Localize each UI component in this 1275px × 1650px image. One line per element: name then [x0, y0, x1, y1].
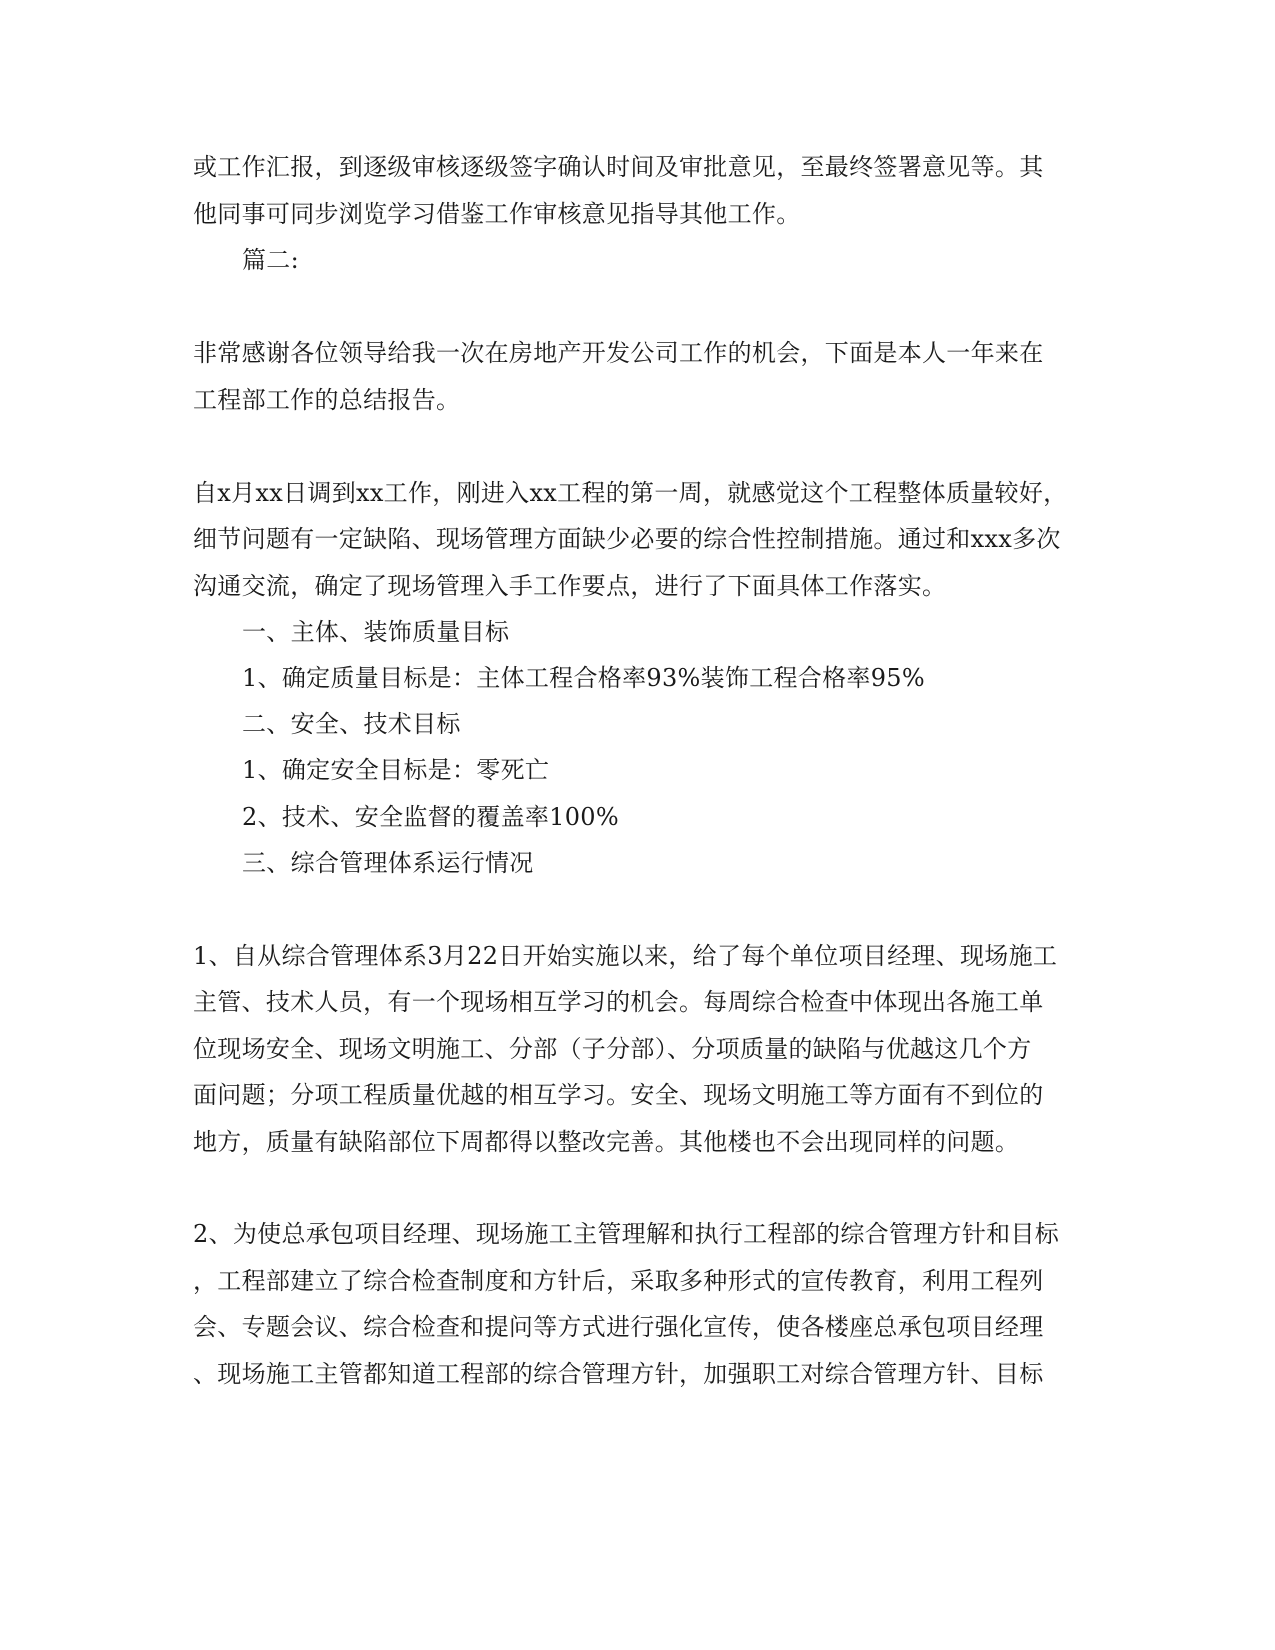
list-heading: 一、主体、装饰质量目标: [242, 618, 510, 646]
section-heading: 篇二:: [242, 246, 299, 274]
paragraph-line: 会、专题会议、综合检查和提问等方式进行强化宣传，使各楼座总承包项目经理: [193, 1313, 1044, 1341]
paragraph-line: 主管、技术人员，有一个现场相互学习的机会。每周综合检查中体现出各施工单: [193, 988, 1044, 1016]
paragraph-line: 位现场安全、现场文明施工、分部（子分部）、分项质量的缺陷与优越这几个方: [193, 1035, 1032, 1063]
paragraph-line: 细节问题有一定缺陷、现场管理方面缺少必要的综合性控制措施。通过和xxx多次: [193, 525, 1061, 553]
paragraph-line: 自x月xx日调到xx工作，刚进入xx工程的第一周，就感觉这个工程整体质量较好，: [193, 479, 1068, 507]
list-item: 1、确定安全目标是：零死亡: [242, 756, 550, 784]
list-item: 2、技术、安全监督的覆盖率100%: [242, 803, 619, 831]
paragraph-line: 非常感谢各位领导给我一次在房地产开发公司工作的机会，下面是本人一年来在: [193, 339, 1044, 367]
paragraph-line: ，工程部建立了综合检查制度和方针后，采取多种形式的宣传教育，利用工程列: [193, 1267, 1044, 1295]
paragraph-line: 或工作汇报，到逐级审核逐级签字确认时间及审批意见，至最终签署意见等。其: [193, 153, 1044, 181]
paragraph-line: 沟通交流，确定了现场管理入手工作要点，进行了下面具体工作落实。: [193, 572, 947, 600]
list-heading: 二、安全、技术目标: [242, 710, 461, 738]
paragraph-line: 、现场施工主管都知道工程部的综合管理方针，加强职工对综合管理方针、目标: [193, 1360, 1044, 1388]
paragraph-line: 1、自从综合管理体系3月22日开始实施以来，给了每个单位项目经理、现场施工: [193, 942, 1058, 970]
paragraph-line: 他同事可同步浏览学习借鉴工作审核意见指导其他工作。: [193, 200, 801, 228]
list-item: 1、确定质量目标是：主体工程合格率93%装饰工程合格率95%: [242, 664, 925, 692]
paragraph-line: 工程部工作的总结报告。: [193, 386, 461, 414]
paragraph-line: 面问题；分项工程质量优越的相互学习。安全、现场文明施工等方面有不到位的: [193, 1081, 1044, 1109]
paragraph-line: 地方，质量有缺陷部位下周都得以整改完善。其他楼也不会出现同样的问题。: [193, 1128, 1020, 1156]
list-heading: 三、综合管理体系运行情况: [242, 849, 534, 877]
paragraph-line: 2、为使总承包项目经理、现场施工主管理解和执行工程部的综合管理方针和目标: [193, 1220, 1060, 1248]
